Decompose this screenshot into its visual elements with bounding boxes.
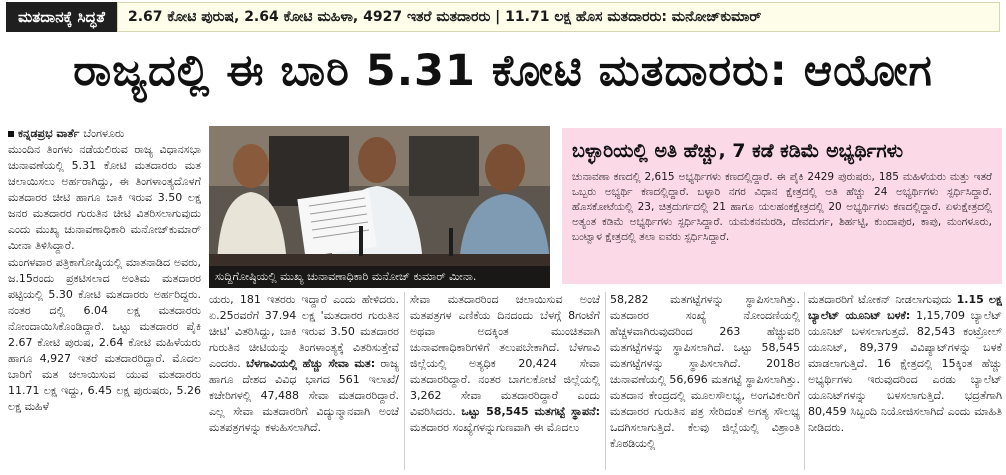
article-paragraph: 58,282 ಮತಗಟ್ಟೆಗಳನ್ನು ಸ್ಥಾಪಿಸಲಾಗಿತ್ತು. ಮತದಾರರ ಸಂಖ್ಯೆ ನೋಂದಣಿಯಲ್ಲಿ ಹೆಚ್ಚಳವಾಗಿರುವುದರಿಂದ 263 ಹೆಚ್ಚುವರಿ ಮತಗಟ್ಟೆಗಳನ್ನು ಸ್ಥಾಪಿಸಲಾಗಿದೆ. ಒಟ್ಟು 58,545 ಮತಗಟ್ಟೆಗಳನ್ನು ಸ್ಥಾಪಿಸಲಾಗಿದೆ. 2018ರ ಚುನಾವಣೆಯಲ್ಲಿ 56,696 ಮತಗಟ್ಟೆ ಸ್ಥಾಪಿಸಲಾಗಿತ್ತು. ಮತದಾನ ಕೇಂದ್ರದಲ್ಲಿ ಮೂಲಸೌಲಭ್ಯ, ಅಂಗವಿಕಲರಿಗೆ ಮತದಾರರ ಗುರುತಿನ ಪತ್ರ ಸೇರಿದಂತೆ ಅಗತ್ಯ ಸೌಲಭ್ಯ ಒದಗಿಸಲಾಗುತ್ತಿದೆ. ಕೆಲವು ಜಿಲ್ಲೆಯಲ್ಲಿ ವಿಶ್ರಾಂತಿ ಕೊಠಡಿಯಲ್ಲಿ <box>610 293 800 450</box>
article-column-2 <box>410 292 600 472</box>
byline-source: ಕನ್ನಡಪ್ರಭ ವಾರ್ತೆ <box>18 127 80 140</box>
article-column-4 <box>808 292 1002 472</box>
byline <box>8 126 201 142</box>
article-left-column <box>8 126 201 471</box>
article-column-3 <box>610 292 800 472</box>
article-paragraph: ಮುಂದಿನ ತಿಂಗಳು ನಡೆಯಲಿರುವ ರಾಜ್ಯ ವಿಧಾನಸಭಾ ಚುನಾವಣೆಯಲ್ಲಿ 5.31 ಕೋಟಿ ಮತದಾರರು ಮತ ಚಲಾಯಿಸಲು ಅರ್ಹರಾಗಿದ್ದು, ಈ ತಿಂಗಳಾಂತ್ಯದೊಳಗೆ ಮತದಾರರ ಚೀಟಿ ಹಾಗೂ ಬಾಕಿ ಇರುವ 3.50 ಲಕ್ಷ ಜನರ ಮತದಾರರ ಗುರುತಿನ ಚೀಟಿ ವಿತರಿಸಲಾಗುವುದು ಎಂದು ಮುಖ್ಯ ಚುನಾವಣಾಧಿಕಾರಿ ಮನೋಜ್‌ಕುಮಾರ್ ಮೀನಾ ತಿಳಿಸಿದ್ದಾರೆ. <box>8 143 201 252</box>
sidebar-box <box>562 128 1002 284</box>
bullet-icon <box>8 131 14 137</box>
article-paragraph: ಮತದಾರರಿಗೆ ಟೋಕನ್ ನೀಡಲಾಗುವುದು <box>808 293 952 306</box>
subheading: ಬೆಳಗಾವಿಯಲ್ಲಿ ಹೆಚ್ಚು ಸೇವಾ ಮತ: <box>246 357 376 370</box>
top-banner <box>0 0 1006 34</box>
section-kicker: ಮತದಾನಕ್ಕೆ ಸಿದ್ಧತೆ <box>6 2 117 32</box>
headline: ರಾಜ್ಯದಲ್ಲಿ ಈ ಬಾರಿ 5.31 ಕೋಟಿ ಮತದಾರರು: ಆಯೋಗ <box>73 46 933 96</box>
photo-illustration <box>209 126 550 288</box>
press-conference-photo <box>209 126 550 288</box>
byline-city: ಬೆಂಗಳೂರು <box>83 127 125 140</box>
article-paragraph: ಯರು, 181 ಇತರರು ಇದ್ದಾರೆ ಎಂದು ಹೇಳಿದರು. ಏ.25ರವರೆಗೆ 37.94 ಲಕ್ಷ 'ಮತದಾರರ ಗುರುತಿನ ಚೀಟಿ' ವಿತರಿಸಿದ್ದು, ಬಾಕಿ ಇರುವ 3.50 ಮತದಾರರ ಗುರುತಿನ ಚೀಟಿಯನ್ನು ತಿಂಗಳಾಂತ್ಯಕ್ಕೆ ವಿತರಿಸುತ್ತೇವೆ ಎಂದರು. <box>209 293 399 370</box>
photo-caption: ಸುದ್ದಿಗೋಷ್ಠಿಯಲ್ಲಿ ಮುಖ್ಯ ಚುನಾವಣಾಧಿಕಾರಿ ಮನೋಜ್ ಕುಮಾರ್ ಮೀನಾ. <box>209 266 550 288</box>
column-divider <box>804 292 805 470</box>
article-paragraph: 1,15,709 ಬ್ಯಾಲೆಟ್ ಯೂನಿಟ್ ಬಳಸಲಾಗುತ್ತದೆ. 82,543 ಕಂಟ್ರೋಲ್ ಯೂನಿಟ್, 89,379 ವಿವಿಪ್ಯಾಟ್‌ಗಳನ್ನು ಬಳಕೆ ಮಾಡಲಾಗುತ್ತಿದೆ. 16 ಕ್ಷೇತ್ರದಲ್ಲಿ 15ಕ್ಕಿಂತ ಹೆಚ್ಚು ಅಭ್ಯರ್ಥಿಗಳು ಇರುವುದರಿಂದ ಎರಡು ಬ್ಯಾಲೆಟ್ ಯೂನಿಟ್‌ಗಳನ್ನು ಬಳಸಲಾಗುತ್ತಿದೆ. ಭದ್ರತೆಗಾಗಿ 80,459 ಸಿಬ್ಬಂದಿ ನಿಯೋಜಿಸಲಾಗಿದೆ ಎಂದು ಮಾಹಿತಿ ನೀಡಿದರು. <box>808 309 1002 434</box>
stats-strip: 2.67 ಕೋಟಿ ಪುರುಷ, 2.64 ಕೋಟಿ ಮಹಿಳಾ, 4927 ಇತರೆ ಮತದಾರರು | 11.71 ಲಕ್ಷ ಹೊಸ ಮತದಾರರು: ಮನೋಜ್‌ಕುಮಾರ್ <box>117 2 1000 32</box>
subheading: 1.15 ಲಕ್ಷ ಬ್ಯಾಲೆಟ್ ಯೂನಿಟ್ ಬಳಕೆ: <box>808 293 1002 322</box>
sidebar-body: ಚುನಾವಣಾ ಕಣದಲ್ಲಿ 2,615 ಅಭ್ಯರ್ಥಿಗಳು ಕಣದಲ್ಲಿದ್ದಾರೆ. ಈ ಪೈಕಿ 2429 ಪುರುಷರು, 185 ಮಹಿಳೆಯರು ಮತ್ತು ಇತರೆ ಒಬ್ಬರು ಅಭ್ಯರ್ಥಿ ಕಣದಲ್ಲಿದ್ದಾರೆ. ಬಳ್ಳಾರಿ ನಗರ ವಿಧಾನ ಕ್ಷೇತ್ರದಲ್ಲಿ ಅತಿ ಹೆಚ್ಚು 24 ಅಭ್ಯರ್ಥಿಗಳು ಸ್ಪರ್ಧಿಸಿದ್ದಾರೆ. ಹೊಸಕೋಟೆಯಲ್ಲಿ 23, ಚಿತ್ರದುರ್ಗದಲ್ಲಿ 21 ಹಾಗೂ ಯಲಹಂಕಕ್ಷೇತ್ರದಲ್ಲಿ 20 ಅಭ್ಯರ್ಥಿಗಳು ಕಣದಲ್ಲಿದ್ದಾರೆ. ಏಳುಕ್ಷೇತ್ರದಲ್ಲಿ ಅತ್ಯಂತ ಕಡಿಮೆ ಅಭ್ಯರ್ಥಿಗಳು ಸ್ಪರ್ಧಿಸಿದ್ದಾರೆ. ಯಮಕನಮರಡಿ, ದೇವದುರ್ಗ, ಶಿರ್ಹಟ್ಟಿ, ಕುಂದಾಪುರ, ಕಾಪು, ಮಂಗಳೂರು, ಬಂಟ್ವಾಳ ಕ್ಷೇತ್ರದಲ್ಲಿ ತಲಾ ಐವರು ಸ್ಪರ್ಧಿಸಿದ್ದಾರೆ. <box>572 171 992 243</box>
article-paragraph: ಮಂಗಳವಾರ ಪತ್ರಿಕಾಗೋಷ್ಠಿಯಲ್ಲಿ ಮಾತನಾಡಿದ ಅವರು, ಜ.15ರಂದು ಪ್ರಕಟಿಸಲಾದ ಅಂತಿಮ ಮತದಾರರ ಪಟ್ಟಿಯಲ್ಲಿ 5.30 ಕೋಟಿ ಮತದಾರರು ಅರ್ಹರಿದ್ದರು. ನಂತರ ದಲ್ಲಿ 6.04 ಲಕ್ಷ ಮತದಾರರು ನೋಂದಾಯಿಸಿಕೊಂಡಿದ್ದಾರೆ. ಒಟ್ಟು ಮತದಾರರ ಪೈಕಿ 2.67 ಕೋಟಿ ಪುರುಷ, 2.64 ಕೋಟಿ ಮಹಿಳೆಯರು ಹಾಗೂ 4,927 ಇತರೆ ಮತದಾರರಿದ್ದಾರೆ. ಮೊದಲ ಬಾರಿಗೆ ಮತ ಚಲಾಯಿಸುವ ಯುವ ಮತದಾರರು 11.71 ಲಕ್ಷ ಇದ್ದು, 6.45 ಲಕ್ಷ ಪುರುಷರು, 5.26 ಲಕ್ಷ ಮಹಿಳೆ <box>8 256 201 413</box>
sidebar-title: ಬಳ್ಳಾರಿಯಲ್ಲಿ ಅತಿ ಹೆಚ್ಚು, 7 ಕಡೆ ಕಡಿಮೆ ಅಭ್ಯರ್ಥಿಗಳು <box>572 140 904 162</box>
article-paragraph: ರಾಜ್ಯ ಹಾಗೂ ದೇಶದ ವಿವಿಧ ಭಾಗದ 561 ಇಲಾಖೆ/ಕಚೇರಿಗಳಲ್ಲಿ 47,488 ಸೇವಾ ಮತದಾರರಿದ್ದಾರೆ. ಎಲ್ಲ ಸೇವಾ ಮತದಾರರಿಗೆ ವಿದ್ಯುನ್ಮಾನವಾಗಿ ಅಂಚೆ ಮತಪತ್ರಗಳನ್ನು ಕಳುಹಿಸಲಾಗಿದೆ. <box>209 357 399 434</box>
article-paragraph: ಸೇವಾ ಮತದಾರರಿಂದ ಚಲಾಯಿಸುವ ಅಂಚೆ ಮತಪತ್ರಗಳ ಎಣಿಕೆಯ ದಿನದಂದು ಬೆಳಗ್ಗೆ 8ಗಂಟೆಗೆ ಅಥವಾ ಅದಕ್ಕಿಂತ ಮುಂಚಿತವಾಗಿ ಚುನಾವಣಾಧಿಕಾರಿಗಳಿಗೆ ತಲುಪಬೇಕಾಗಿದೆ. ಬೆಳಗಾವಿ ಜಿಲ್ಲೆಯಲ್ಲಿ ಅತ್ಯಧಿಕ 20,424 ಸೇವಾ ಮತದಾರರಿದ್ದಾರೆ. ನಂತರ ಬಾಗಲಕೋಟೆ ಜಿಲ್ಲೆಯಲ್ಲಿ 3,262 ಸೇವಾ ಮತದಾರರಿದ್ದಾರೆ ಎಂದು ವಿವರಿಸಿದರು. <box>410 293 600 418</box>
column-divider <box>404 292 405 470</box>
subheading: ಒಟ್ಟು 58,545 ಮತಗಟ್ಟೆ ಸ್ಥಾಪನೆ: <box>461 405 600 418</box>
article-column-1 <box>209 292 399 472</box>
article-paragraph: ಮತದಾರರ ಸಂಖ್ಯೆಗಳನ್ನುಗುಣವಾಗಿ ಈ ಮೊದಲು <box>410 421 580 434</box>
column-divider <box>605 292 606 470</box>
